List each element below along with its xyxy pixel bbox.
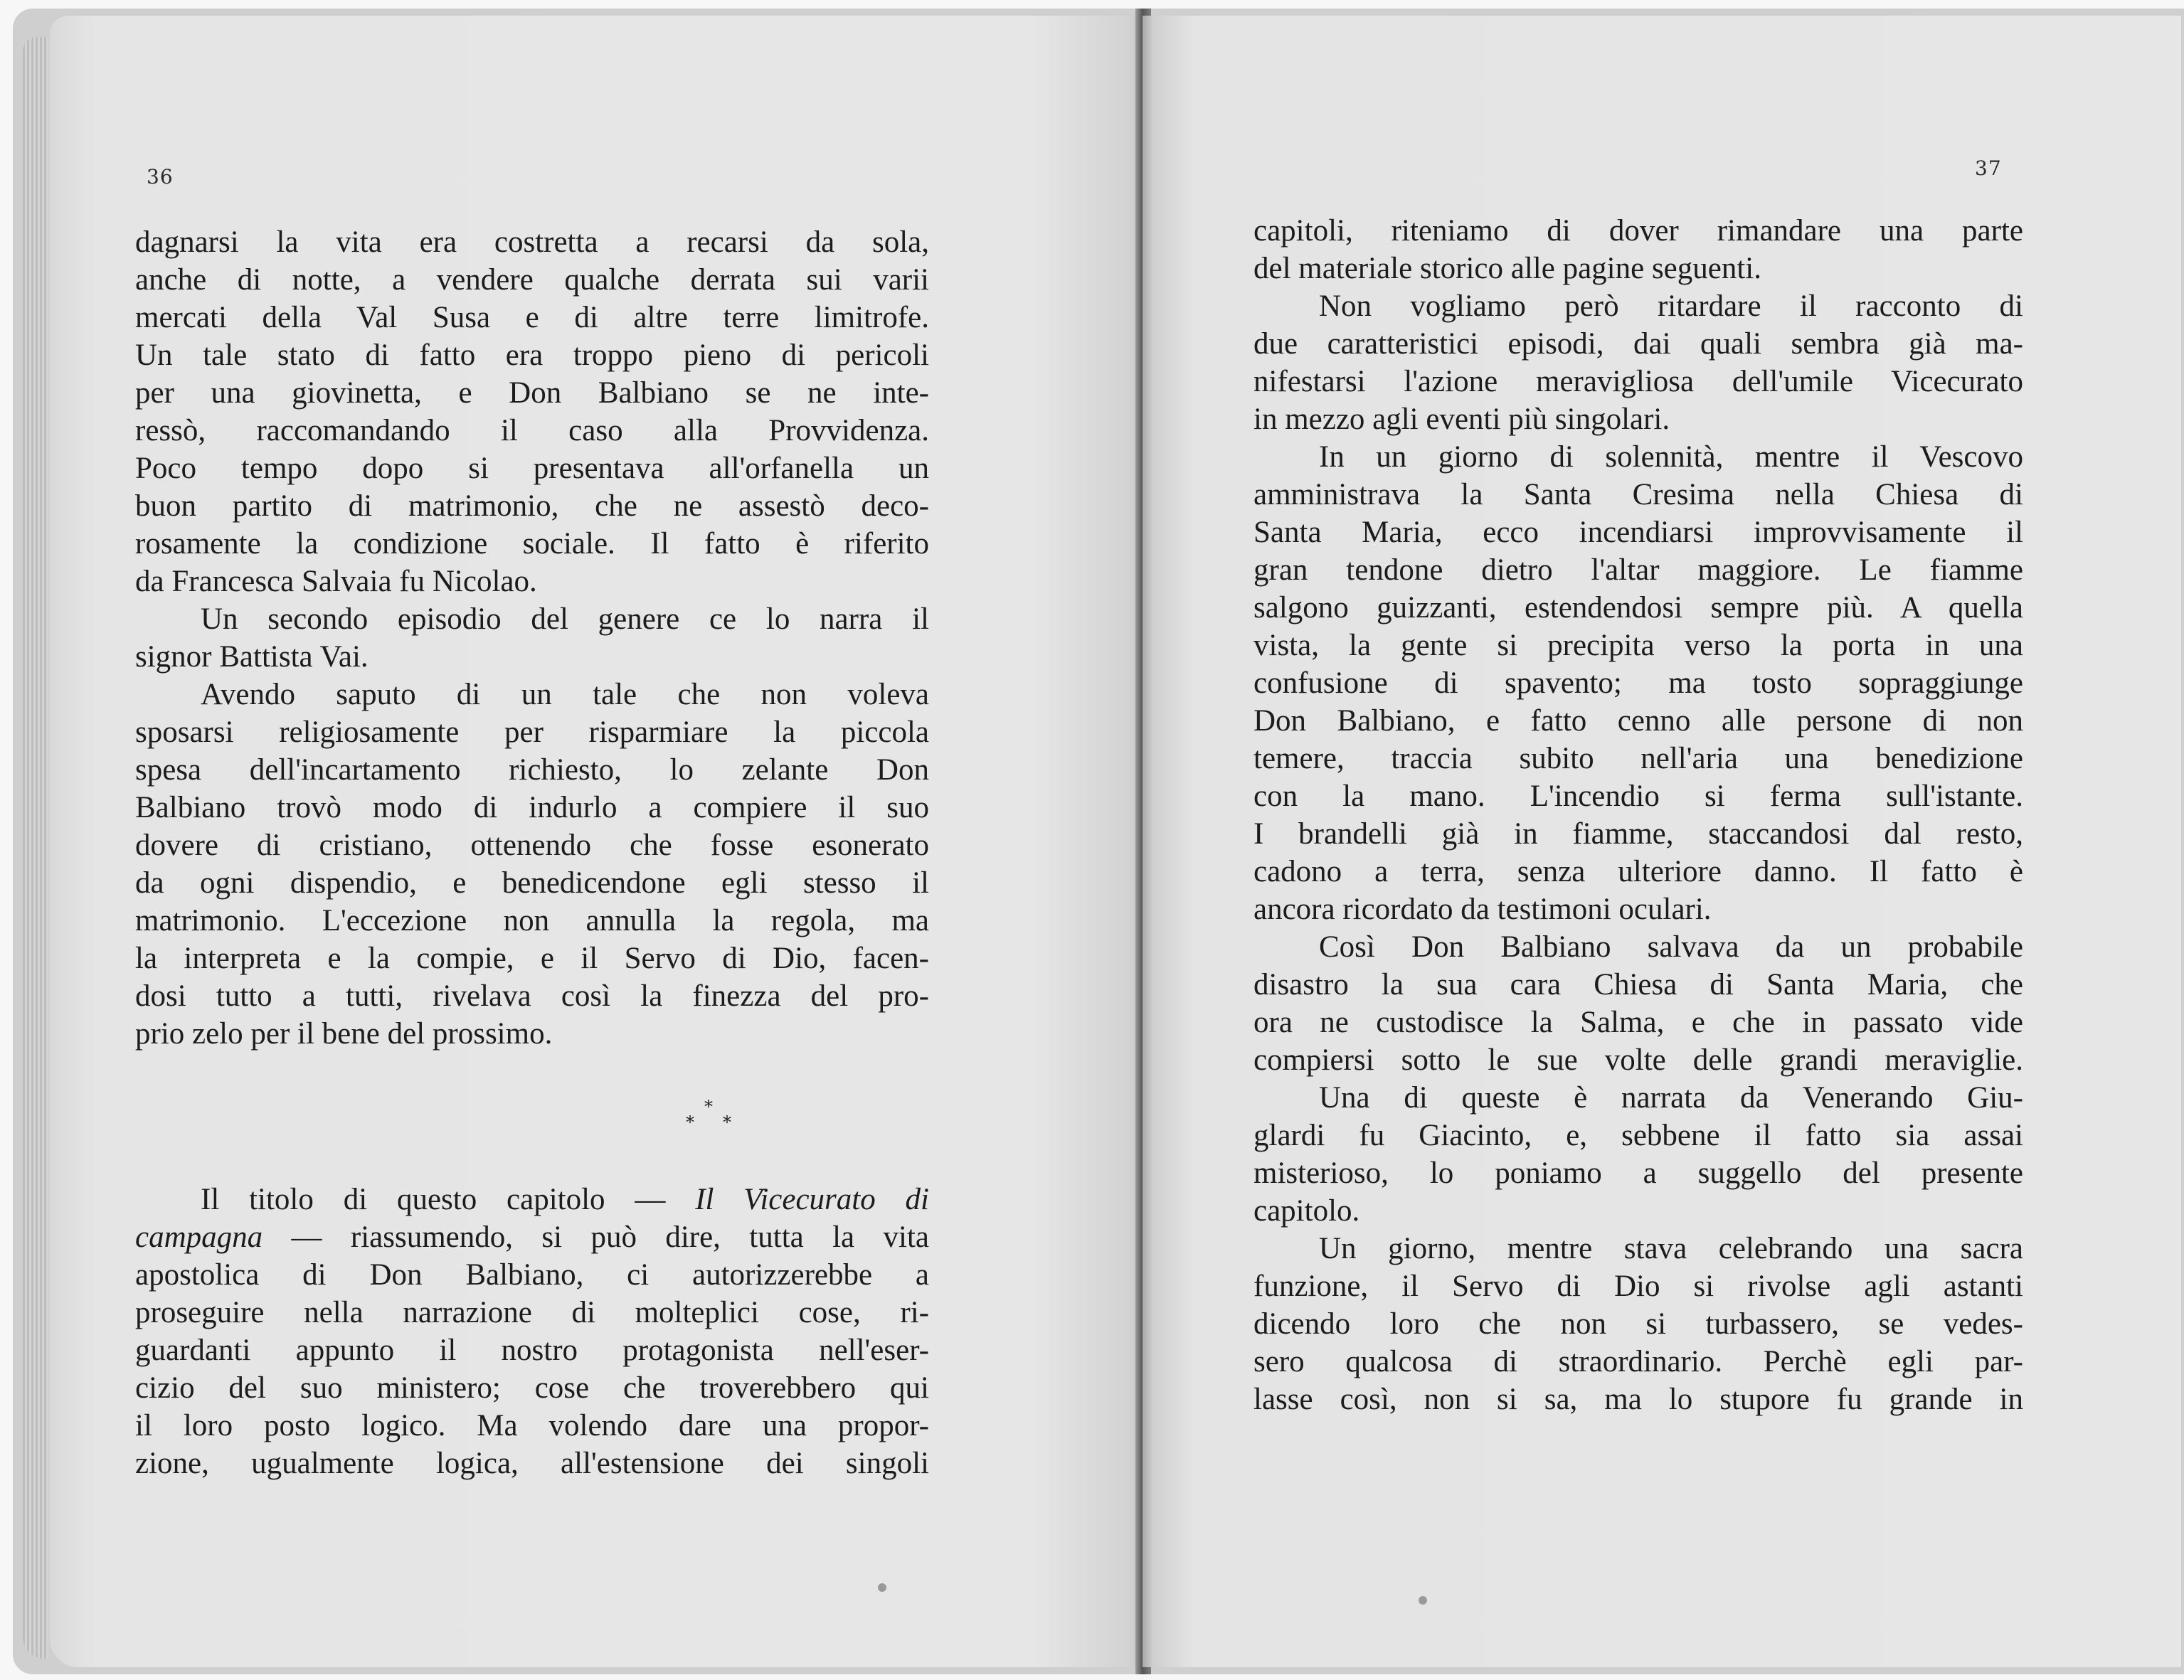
text-run: — riassumendo, si può dire, tutta la vita [263, 1221, 929, 1254]
text-line: da ogni dispendio, e benedicendone egli stesso il [135, 866, 929, 900]
text-line: mercati della Val Susa e di altre terre limitrofe. [135, 301, 929, 334]
text-line: salgono guizzanti, estendendosi sempre più. A quella [1253, 591, 2023, 624]
text-line: ora ne custodisce la Salma, e che in passato vide [1253, 1006, 2023, 1039]
paragraph [135, 676, 929, 1053]
text-line: anche di notte, a vendere qualche derrata sui varii [135, 263, 929, 297]
paper-speck [1419, 1596, 1427, 1605]
text-run: Il titolo di questo capitolo — [201, 1183, 696, 1216]
text-line: disastro la sua cara Chiesa di Santa Maria, che [1253, 968, 2023, 1001]
text-line: Non vogliamo però ritardare il racconto di [1319, 289, 2023, 323]
text-line: Un secondo episodio del genere ce lo narra il [201, 602, 929, 636]
asterism-star: * [723, 1112, 731, 1132]
text-line: due caratteristici episodi, dai quali sembra già ma- [1253, 327, 2023, 361]
right-page [1143, 16, 2181, 1667]
paper-speck [878, 1583, 886, 1592]
text-line: spesa dell'incartamento richiesto, lo zelante Don [135, 753, 929, 787]
text-line: il loro posto logico. Ma volendo dare una propor- [135, 1409, 929, 1442]
text-line: per una giovinetta, e Don Balbiano se ne inte- [135, 376, 929, 410]
text-line: signor Battista Vai. [135, 640, 369, 674]
text-line: misterioso, lo poniamo a suggello del presente [1253, 1157, 2023, 1190]
text-line: proseguire nella narrazione di molteplici cose, ri- [135, 1296, 929, 1329]
text-line: compiersi sotto le sue volte delle grandi meraviglie. [1253, 1043, 2023, 1077]
text-line: sero qualcosa di straordinario. Perchè egli par- [1253, 1345, 2023, 1378]
text-line: buon partito di matrimonio, che ne assestò deco- [135, 489, 929, 523]
paragraph [135, 600, 929, 676]
text-line: glardi fu Giacinto, e, sebbene il fatto sia assai [1253, 1119, 2023, 1152]
asterism-star: * [704, 1097, 713, 1117]
page-edges [23, 37, 48, 1659]
text-line: rosamente la condizione sociale. Il fatto è riferito [135, 527, 929, 560]
open-book [13, 9, 2184, 1674]
left-page-text-continued [135, 1181, 929, 1482]
text-line: sposarsi religiosamente per risparmiare la piccola [135, 716, 929, 749]
text-line: capitoli, riteniamo di dover rimandare una parte [1253, 214, 2023, 248]
text-line: zione, ugualmente logica, all'estensione dei singoli [135, 1447, 929, 1480]
text-line: con la mano. L'incendio si ferma sull'istante. [1253, 780, 2023, 813]
left-page [50, 16, 1143, 1667]
paragraph [1253, 212, 2023, 287]
page-number-right: 37 [1975, 156, 2002, 180]
paragraph [1253, 287, 2023, 438]
text-line: capitolo. [1253, 1194, 1360, 1228]
text-line: temere, traccia subito nell'aria una benedizione [1253, 742, 2023, 775]
text-line: ressò, raccomandando il caso alla Provvidenza. [135, 414, 929, 447]
text-line: gran tendone dietro l'altar maggiore. Le fiamme [1253, 553, 2023, 587]
text-line: Poco tempo dopo si presentava all'orfanella un [135, 452, 929, 485]
text-line: matrimonio. L'eccezione non annulla la regola, ma [135, 904, 929, 937]
paragraph [1253, 438, 2023, 928]
text-line: Balbiano trovò modo di indurlo a compiere il suo [135, 791, 929, 824]
text-line: vista, la gente si precipita verso la porta in una [1253, 629, 2023, 662]
text-line: ancora ricordato da testimoni oculari. [1253, 893, 1712, 926]
text-line: confusione di spavento; ma tosto sopraggiunge [1253, 666, 2023, 700]
text-line: guardanti appunto il nostro protagonista nell'eser- [135, 1334, 929, 1367]
text-line: I brandelli già in fiamme, staccandosi dal resto, [1253, 817, 2023, 851]
paragraph [1253, 928, 2023, 1079]
text-line: Avendo saputo di un tale che non voleva [201, 678, 929, 711]
text-line: dicendo loro che non si turbassero, se vedes- [1253, 1307, 2023, 1341]
text-line: in mezzo agli eventi più singolari. [1253, 403, 1670, 436]
text-line: Santa Maria, ecco incendiarsi improvvisamente il [1253, 516, 2023, 549]
text-line: lasse così, non si sa, ma lo stupore fu grande in [1253, 1383, 2023, 1416]
section-asterism [680, 1097, 744, 1139]
text-line: Un tale stato di fatto era troppo pieno di pericoli [135, 339, 929, 372]
paragraph [1253, 1079, 2023, 1230]
text-line: Un giorno, mentre stava celebrando una sacra [1319, 1232, 2023, 1265]
text-line: In un giorno di solennità, mentre il Vescovo [1319, 440, 2023, 474]
text-line: cadono a terra, senza ulteriore danno. Il fatto è [1253, 855, 2023, 888]
text-line: Don Balbiano, e fatto cenno alle persone di non [1253, 704, 2023, 738]
text-line: del materiale storico alle pagine seguenti. [1253, 252, 1761, 285]
text-line: la interpreta e la compie, e il Servo di Dio, facen- [135, 942, 929, 975]
text-line: Una di queste è narrata da Venerando Giu- [1319, 1081, 2023, 1115]
text-line: funzione, il Servo di Dio si rivolse agli astanti [1253, 1270, 2023, 1303]
text-line: dovere di cristiano, ottenendo che fosse esonerato [135, 829, 929, 862]
text-line: amministrava la Santa Cresima nella Chiesa di [1253, 478, 2023, 511]
book-title-italic: campagna [135, 1221, 263, 1254]
right-page-text [1253, 212, 2023, 1418]
text-line: da Francesca Salvaia fu Nicolao. [135, 565, 537, 598]
page-number-left: 36 [147, 165, 174, 188]
text-line: cizio del suo ministero; cose che troverebbero qui [135, 1371, 929, 1405]
text-line: apostolica di Don Balbiano, ci autorizzerebbe a [135, 1258, 929, 1292]
left-page-text [135, 223, 929, 1053]
paragraph [135, 223, 929, 600]
paragraph [135, 1181, 929, 1482]
asterism-star: * [686, 1112, 694, 1132]
text-line: dagnarsi la vita era costretta a recarsi da sola, [135, 225, 929, 259]
text-line: nifestarsi l'azione meravigliosa dell'umile Vicecurato [1253, 365, 2023, 398]
paragraph [1253, 1230, 2023, 1418]
text-line: dosi tutto a tutti, rivelava così la finezza del pro- [135, 979, 929, 1013]
text-line [135, 1218, 929, 1256]
text-line: Così Don Balbiano salvava da un probabile [1319, 930, 2023, 964]
text-line [135, 1181, 929, 1218]
book-title-italic: Il Vicecurato di [695, 1183, 929, 1216]
text-line: prio zelo per il bene del prossimo. [135, 1017, 553, 1051]
